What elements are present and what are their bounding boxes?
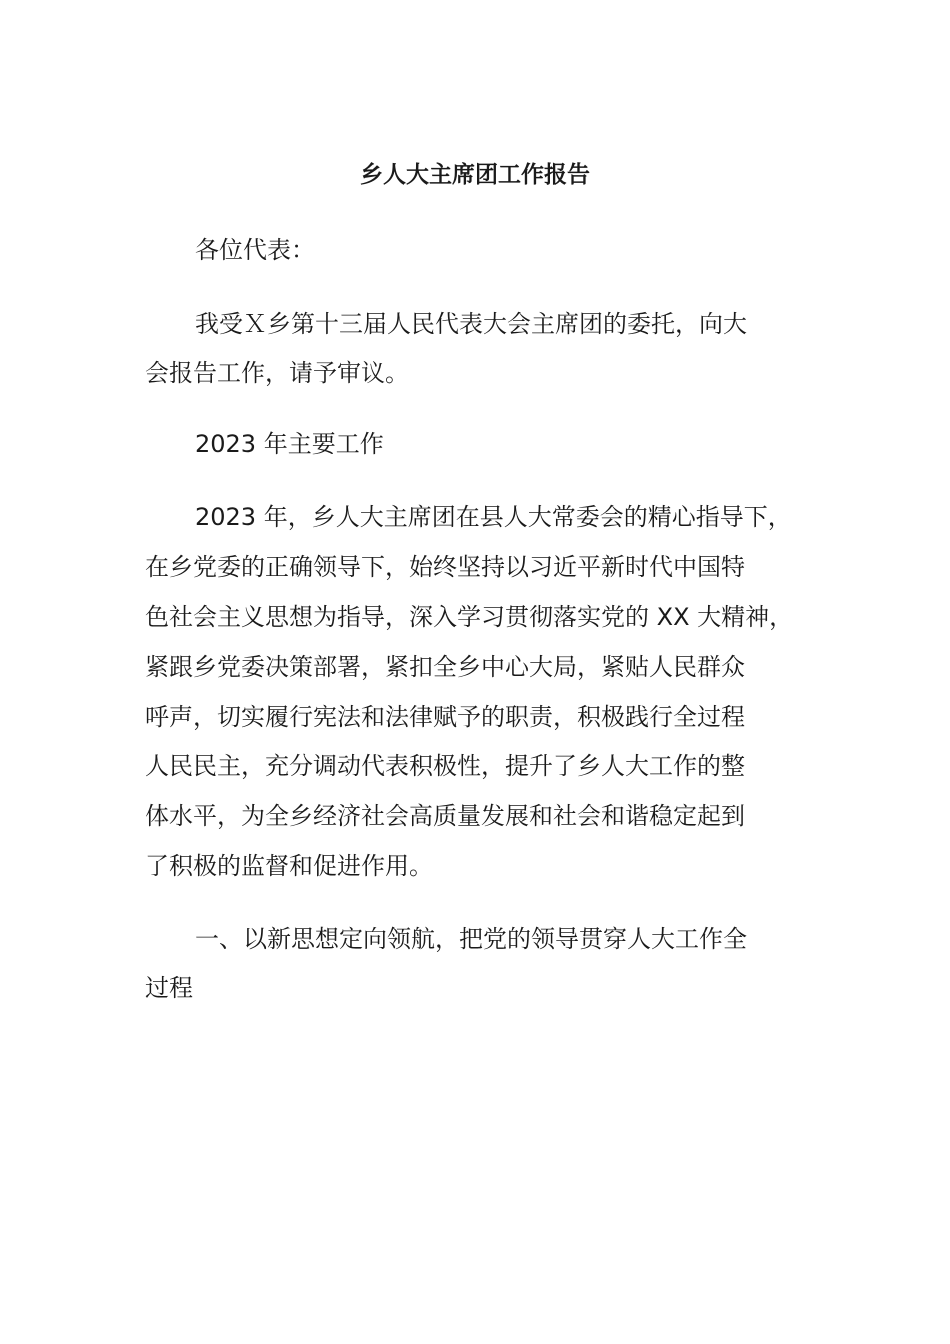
- summary-line: 体水平，为全乡经济社会高质量发展和社会和谐稳定起到: [145, 802, 745, 830]
- salutation: 各位代表：: [195, 236, 315, 264]
- document-title: 乡人大主席团工作报告: [360, 162, 590, 188]
- summary-line: 紧跟乡党委决策部署，紧扣全乡中心大局，紧贴人民群众: [145, 653, 745, 681]
- summary-line: 在乡党委的正确领导下，始终坚持以习近平新时代中国特: [145, 553, 745, 581]
- summary-line: 了积极的监督和促进作用。: [145, 852, 433, 880]
- point-one-heading: 过程: [145, 974, 193, 1002]
- summary-line: 色社会主义思想为指导，深入学习贯彻落实党的 XX 大精神，: [145, 603, 794, 631]
- intro-line: 我受Ｘ乡第十三届人民代表大会主席团的委托，向大: [195, 310, 747, 338]
- section-heading: 2023 年主要工作: [195, 430, 384, 458]
- point-one-heading: 一、以新思想定向领航，把党的领导贯穿人大工作全: [195, 925, 747, 953]
- summary-line: 呼声，切实履行宪法和法律赋予的职责，积极践行全过程: [145, 703, 745, 731]
- summary-line: 2023 年，乡人大主席团在县人大常委会的精心指导下，: [195, 503, 792, 531]
- intro-line: 会报告工作，请予审议。: [145, 359, 409, 387]
- summary-line: 人民民主，充分调动代表积极性，提升了乡人大工作的整: [145, 752, 745, 780]
